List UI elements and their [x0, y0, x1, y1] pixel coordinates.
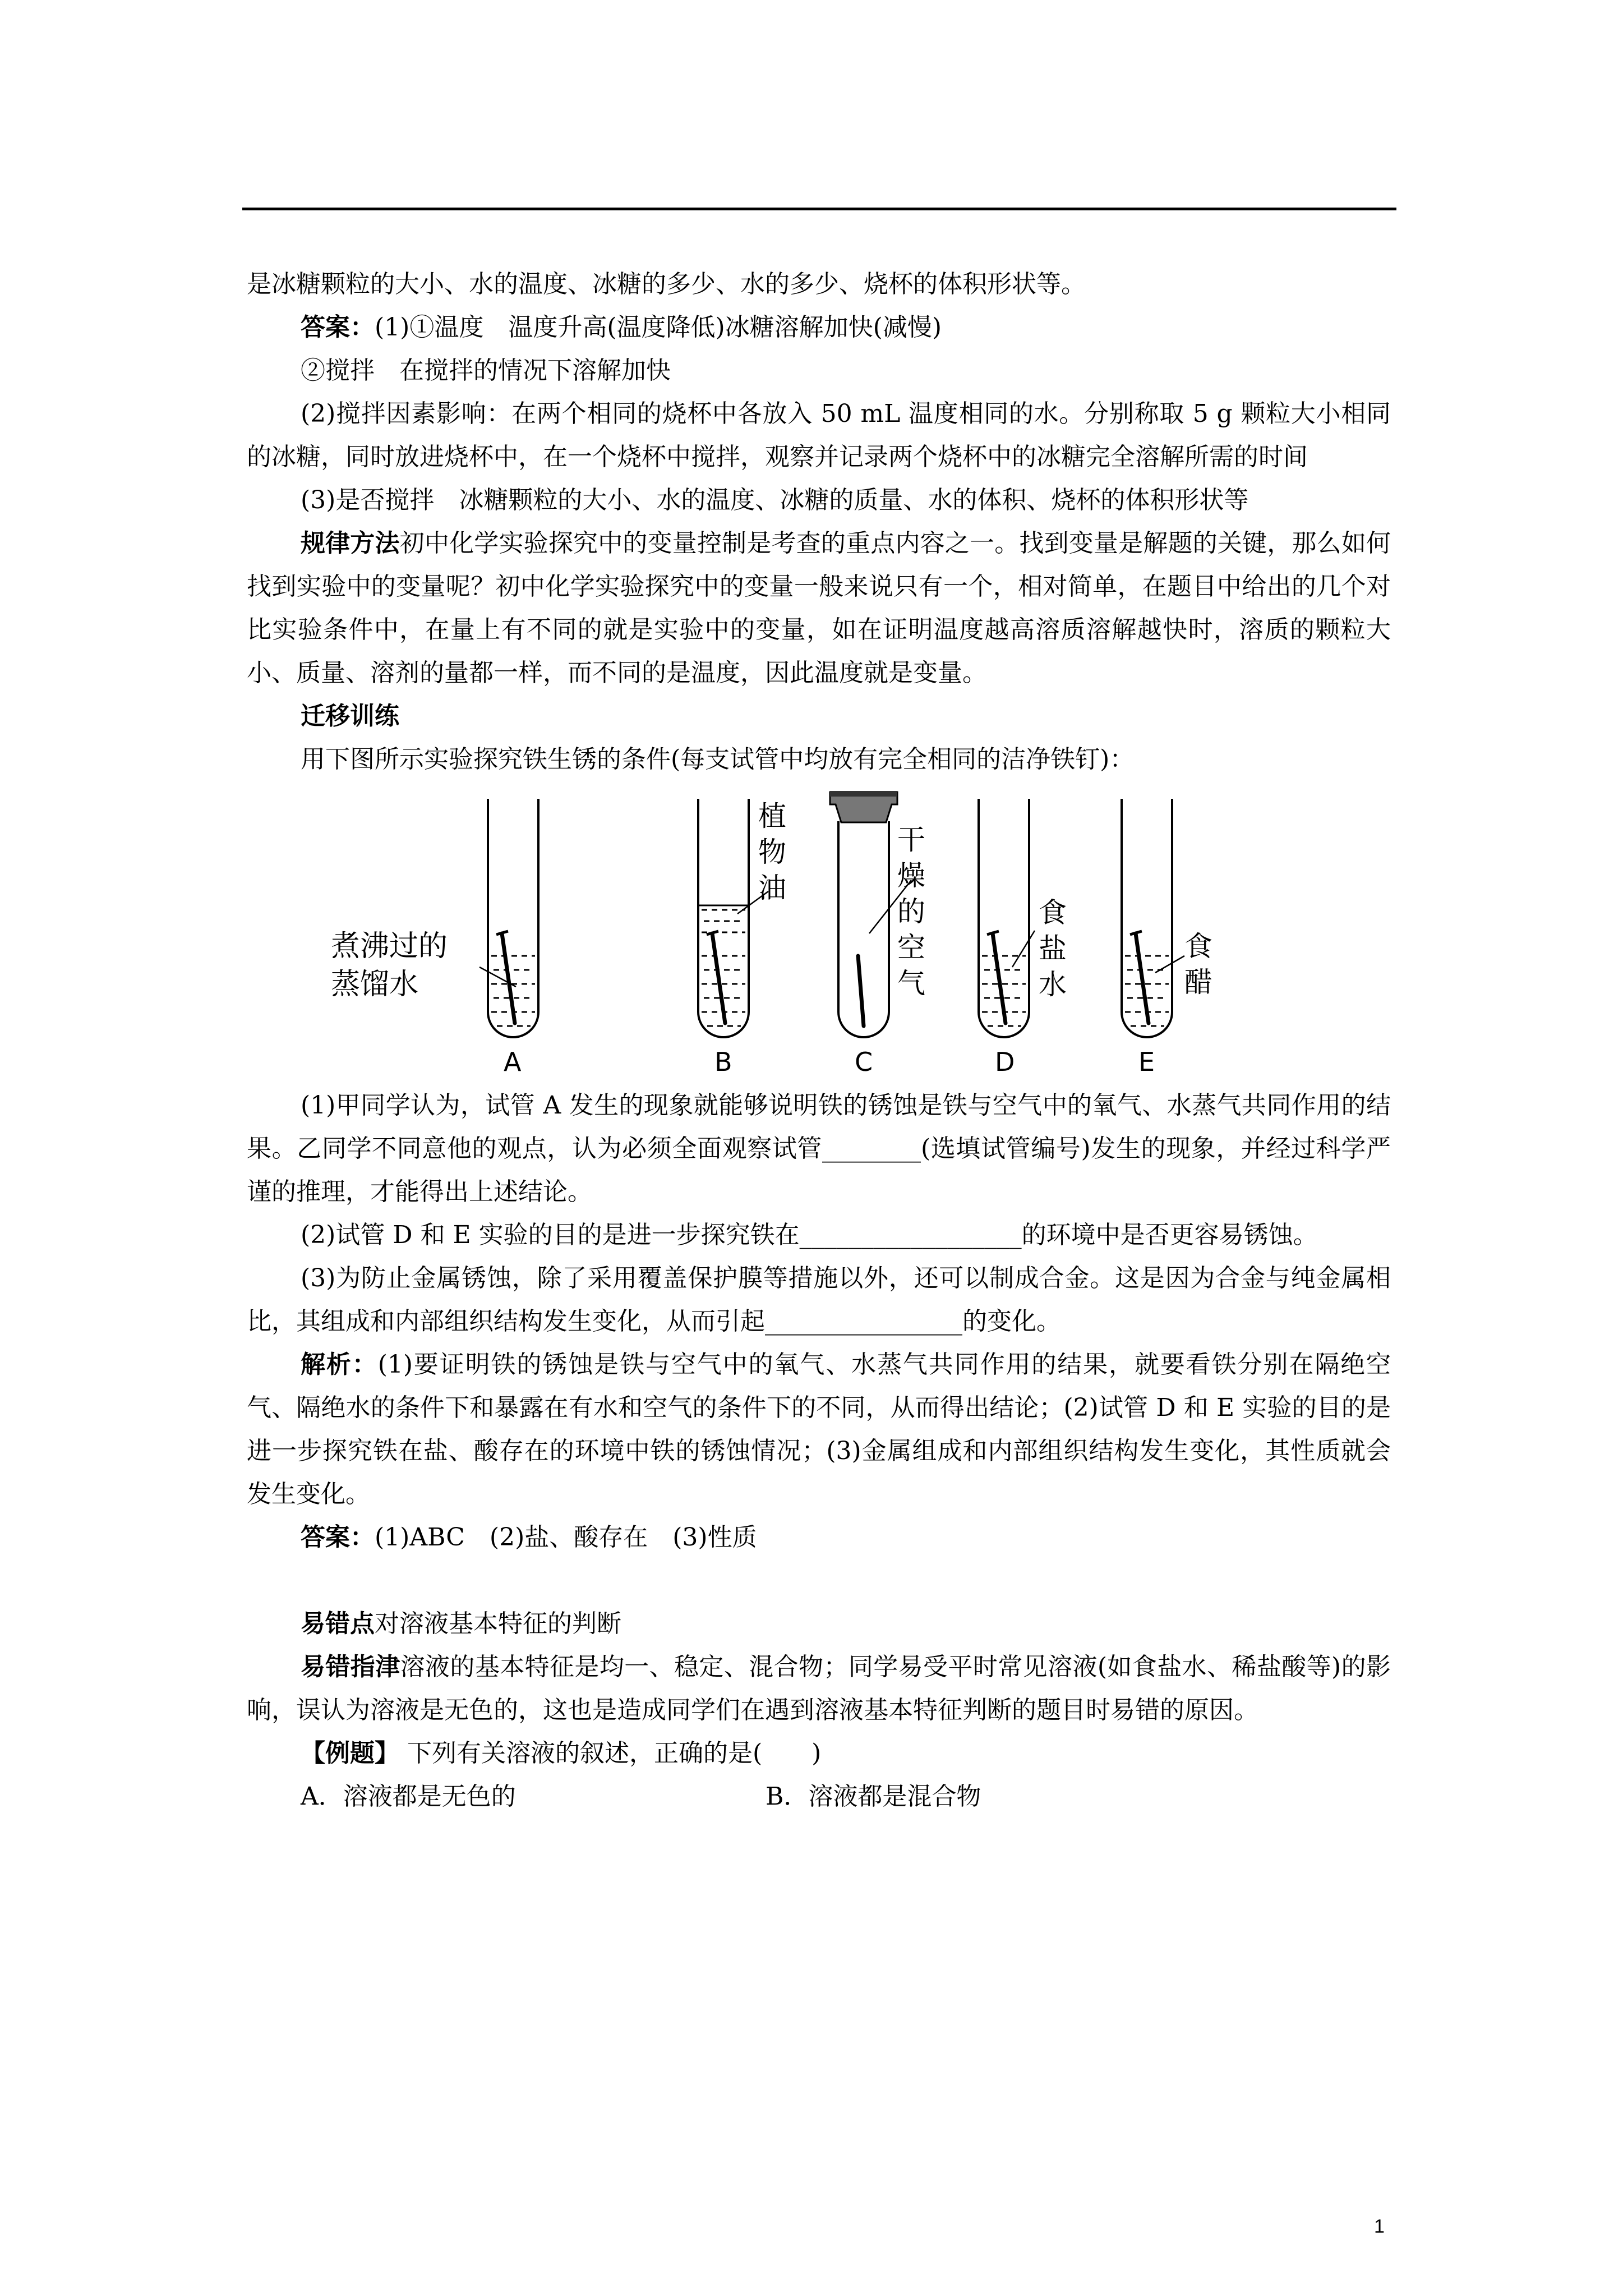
method-paragraph [247, 522, 1391, 694]
answer-1-text: (1)①温度 温度升高(温度降低)冰糖溶解加快(减慢) [375, 313, 942, 342]
label-a-line2: 蒸馏水 [331, 968, 419, 1001]
analysis-paragraph [247, 1343, 1391, 1516]
nail-a [502, 933, 515, 1023]
nail-d [993, 933, 1006, 1023]
tube-letter-e: E [1138, 1047, 1155, 1077]
page-number: 1 [1374, 2216, 1385, 2237]
answer-1-line-3: (2)搅拌因素影响：在两个相同的烧杯中各放入 50 mL 温度相同的水。分别称取 5 g 颗粒大小相同的冰糖，同时放进烧杯中，在一个烧杯中搅拌，观察并记录两个烧杯中的冰糖完全溶解所需的时间 [247, 399, 1391, 471]
label-d-2: 盐 [1039, 932, 1067, 965]
method-text: 初中化学实验探究中的变量控制是考查的重点内容之一。找到变量是解题的关键，那么如何找到实验中的变量呢？初中化学实验探究中的变量一般来说只有一个，相对简单，在题目中给出的几个对比实验条件中，在量上有不同的就是实验中的变量，如在证明温度越高溶质溶解越快时，溶质的颗粒大小、质量、溶剂的量都一样，而不同的是温度，因此温度就是变量。 [247, 529, 1391, 687]
header-rule [242, 208, 1396, 210]
label-c-1: 干 [897, 823, 925, 856]
analysis-label: 解析： [301, 1350, 378, 1379]
option-b: B．溶液都是混合物 [766, 1782, 981, 1811]
tube-letter-c: C [855, 1047, 873, 1077]
label-b-1: 植 [758, 800, 786, 832]
answer-label: 答案： [301, 313, 375, 342]
error-point-label: 易错点 [301, 1609, 375, 1638]
error-point-text: 对溶液基本特征的判断 [375, 1609, 621, 1638]
tube-letter-d: D [995, 1047, 1015, 1077]
answer-2-text: (1)ABC (2)盐、酸存在 (3)性质 [375, 1523, 757, 1552]
question-2: (2)试管 D 和 E 实验的目的是进一步探究铁在__________________的环境中是否更容易锈蚀。 [301, 1221, 1318, 1249]
label-c-2: 燥 [897, 859, 925, 892]
example-options [247, 1775, 1391, 1818]
question-3: (3)为防止金属锈蚀，除了采用覆盖保护膜等措施以外，还可以制成合金。这是因为合金与纯金属相比，其组成和内部组织结构发生变化，从而引起________________的变化。 [247, 1264, 1391, 1336]
error-guide-text: 溶液的基本特征是均一、稳定、混合物；同学易受平时常见溶液(如食盐水、稀盐酸等)的影响，误认为溶液是无色的，这也是造成同学们在遇到溶液基本特征判断的题目时易错的原因。 [247, 1653, 1391, 1724]
label-a-line1: 煮沸过的 [331, 930, 448, 963]
label-e-2: 醋 [1184, 966, 1212, 999]
example-label: 【例题】 [301, 1739, 399, 1768]
answer-1-line-1 [247, 306, 1391, 349]
analysis-text: (1)要证明铁的锈蚀是铁与空气中的氧气、水蒸气共同作用的结果，就要看铁分别在隔绝空气、隔绝水的条件下和暴露在有水和空气的条件下的不同，从而得出结论；(2)试管 D 和 E 实验的目的是进一步探究铁在盐、酸存在的环境中铁的锈蚀情况；(3)金属组成和内部组织结构发生变化，其性质就会发生变化。 [247, 1350, 1391, 1508]
error-guide-label: 易错指津 [301, 1653, 400, 1681]
tube-letter-a: A [504, 1047, 522, 1077]
label-c-5: 气 [897, 967, 925, 1000]
label-e-1: 食 [1184, 930, 1212, 963]
label-c-3: 的 [897, 895, 925, 928]
question-1: (1)甲同学认为，试管 A 发生的现象就能够说明铁的锈蚀是铁与空气中的氧气、水蒸气共同作用的结果。乙同学不同意他的观点，认为必须全面观察试管________(选填试管编号)发生的现象，并经过科学严谨的推理，才能得出上述结论。 [247, 1091, 1391, 1206]
error-guide [247, 1645, 1391, 1732]
example-text: 下列有关溶液的叙述，正确的是( ) [399, 1739, 822, 1768]
label-b-3: 油 [758, 872, 786, 904]
intro-line: 是冰糖颗粒的大小、水的温度、冰糖的多少、水的多少、烧杯的体积形状等。 [247, 270, 1086, 298]
answer-1-line-2: ②搅拌 在搅拌的情况下溶解加快 [301, 356, 671, 385]
example-question [247, 1732, 1391, 1775]
answer-2-label: 答案： [301, 1523, 375, 1552]
label-d-1: 食 [1039, 896, 1067, 929]
answer-1-line-4: (3)是否搅拌 冰糖颗粒的大小、水的温度、冰糖的质量、水的体积、烧杯的体积形状等 [301, 486, 1249, 514]
error-point [247, 1602, 1391, 1645]
stopper-c [830, 792, 897, 822]
nail-b [712, 933, 725, 1023]
test-tube-figure [247, 788, 1391, 1079]
transfer-heading [247, 694, 1391, 738]
tube-letter-b: B [714, 1047, 732, 1077]
nail-e [1136, 933, 1149, 1023]
option-a: A．溶液都是无色的 [301, 1782, 516, 1811]
label-d-3: 水 [1039, 968, 1067, 1001]
transfer-intro: 用下图所示实验探究铁生锈的条件(每支试管中均放有完全相同的洁净铁钉)： [301, 745, 1135, 774]
document-body [247, 263, 1391, 1818]
method-label: 规律方法 [301, 529, 400, 558]
answer-2 [247, 1516, 1391, 1559]
transfer-heading-text: 迁移训练 [301, 702, 399, 730]
nail-c [858, 956, 864, 1026]
label-b-2: 物 [758, 836, 786, 868]
label-c-4: 空 [897, 931, 925, 964]
